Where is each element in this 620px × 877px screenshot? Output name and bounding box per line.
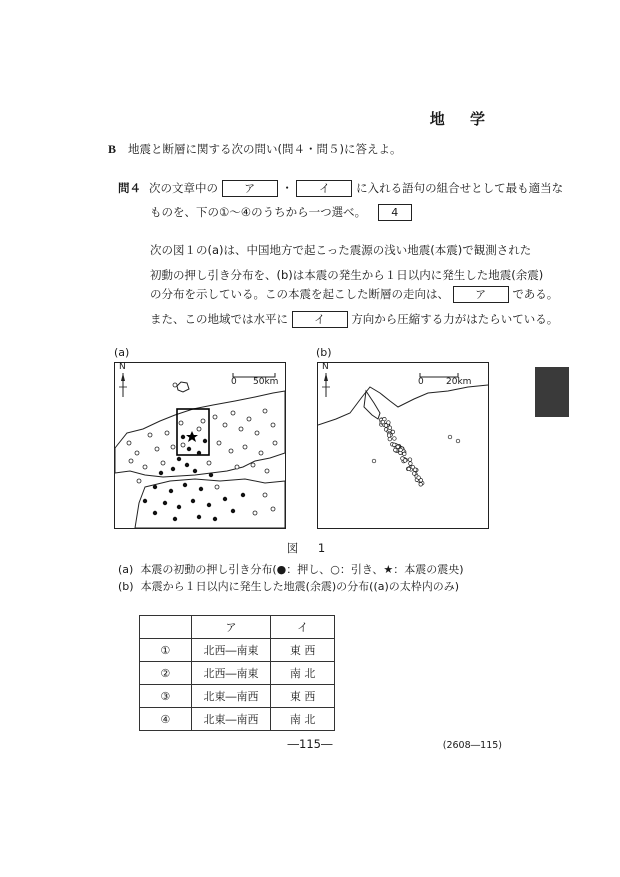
- question-line-2: [150, 204, 412, 221]
- legend-a-marker: (a): [118, 563, 134, 576]
- paragraph-line-2: 初動の押し引き分布を、(b)は本震の発生から１日以内に発生した地震(余震): [150, 268, 544, 282]
- scale-a-zero: 0: [231, 377, 237, 387]
- north-label-b: N: [322, 362, 329, 372]
- aftershock-point: [384, 424, 388, 428]
- table-header-row: [140, 616, 335, 639]
- subject-header: 地 学: [429, 110, 495, 128]
- aftershock-cluster: [379, 417, 424, 486]
- legend-a: [118, 561, 464, 577]
- exam-code: (2608―115): [442, 740, 502, 751]
- section-text: 地震と断層に関する次の問い(問４・問５)に答えよ。: [128, 142, 402, 156]
- legend-b-marker: (b): [118, 580, 134, 593]
- table-row: [140, 639, 335, 662]
- aftershock-point: [407, 467, 411, 471]
- scale-b-zero: 0: [418, 377, 424, 387]
- question-text-post: に入れる語句の組合せとして最も適当な: [356, 181, 564, 195]
- choice-a-value: 北東―南西: [191, 685, 271, 708]
- legend-a-text: 本震の初動の押し引き分布(●：押し、○：引き、★：本震の震央): [140, 563, 464, 576]
- paragraph-line-4: [150, 311, 558, 328]
- aftershock-point: [409, 462, 413, 466]
- scale-a-text: 50km: [253, 377, 279, 387]
- paragraph-line3-text: の分布を示している。この本震を起こした断層の走向は、: [150, 287, 449, 301]
- figure-b-label: (b): [316, 346, 332, 359]
- aftershock-point: [388, 437, 392, 441]
- aftershock-point: [417, 476, 421, 480]
- aftershock-point: [399, 448, 403, 452]
- scale-b-text: 20km: [446, 377, 472, 387]
- figure-caption: 図 1: [286, 541, 334, 555]
- table-header-a: ア: [191, 616, 271, 639]
- figure-a-label: (a): [114, 346, 130, 359]
- section-label: B: [108, 142, 117, 156]
- map-a-drawing: [115, 363, 285, 528]
- aftershock-point: [403, 459, 407, 463]
- choice-a-value: 北東―南西: [191, 708, 271, 731]
- choice-number: ④: [140, 708, 192, 731]
- choice-number: ①: [140, 639, 192, 662]
- aftershock-point: [393, 437, 397, 441]
- paragraph-line4-text: また、この地域では水平に: [150, 312, 288, 326]
- paragraph-line-3: [150, 286, 558, 303]
- aftershock-point: [403, 452, 407, 456]
- page-number: ―115―: [287, 737, 333, 751]
- blank-box-i: イ: [296, 180, 352, 197]
- paragraph-blank-i: イ: [292, 311, 348, 328]
- aftershock-point: [393, 443, 397, 447]
- table-row: [140, 685, 335, 708]
- paragraph-line4-post: 方向から圧縮する力がはたらいている。: [351, 312, 559, 326]
- aftershock-point: [396, 445, 400, 449]
- question-line-1: [118, 180, 563, 197]
- aftershock-point: [408, 458, 412, 462]
- choice-number: ③: [140, 685, 192, 708]
- question-text-line2: ものを、下の①～④のうちから一つ選べ。: [150, 205, 367, 219]
- question-label: 問４: [118, 181, 141, 195]
- side-index-tab: [535, 367, 569, 417]
- legend-b-text: 本震から１日以内に発生した地震(余震)の分布((a)の太枠内のみ): [140, 580, 460, 593]
- table-header-i: イ: [271, 616, 335, 639]
- paragraph-line-1: 次の図１の(a)は、中国地方で起こった震源の浅い地震(本震)で観測された: [150, 243, 532, 257]
- paragraph-blank-a: ア: [453, 286, 509, 303]
- aftershock-point: [387, 434, 391, 438]
- table-row: [140, 708, 335, 731]
- question-text-pre: 次の文章中の: [149, 181, 218, 195]
- choice-a-value: 北西―南東: [191, 639, 271, 662]
- aftershock-point: [394, 448, 398, 452]
- aftershock-point: [419, 483, 423, 487]
- blank-box-a: ア: [222, 180, 278, 197]
- aftershock-point: [388, 426, 392, 430]
- choice-i-value: 東 西: [271, 639, 335, 662]
- table-row: [140, 662, 335, 685]
- legend-b: [118, 578, 459, 594]
- map-b: [317, 362, 489, 529]
- choice-number: ②: [140, 662, 192, 685]
- aftershock-point: [411, 465, 415, 469]
- map-a: [114, 362, 286, 529]
- choices-table: [139, 615, 335, 731]
- choice-i-value: 南 北: [271, 708, 335, 731]
- paragraph-line3-post: である。: [512, 287, 559, 301]
- north-label-a: N: [119, 362, 126, 372]
- answer-number-box: 4: [378, 204, 412, 221]
- choice-i-value: 南 北: [271, 662, 335, 685]
- table-header-empty: [140, 616, 192, 639]
- choice-i-value: 東 西: [271, 685, 335, 708]
- choice-a-value: 北西―南東: [191, 662, 271, 685]
- aftershock-point: [381, 420, 385, 424]
- section-heading: [108, 141, 402, 157]
- dot-separator: ・: [281, 181, 293, 195]
- aftershock-point: [391, 430, 395, 434]
- map-b-drawing: [318, 363, 488, 528]
